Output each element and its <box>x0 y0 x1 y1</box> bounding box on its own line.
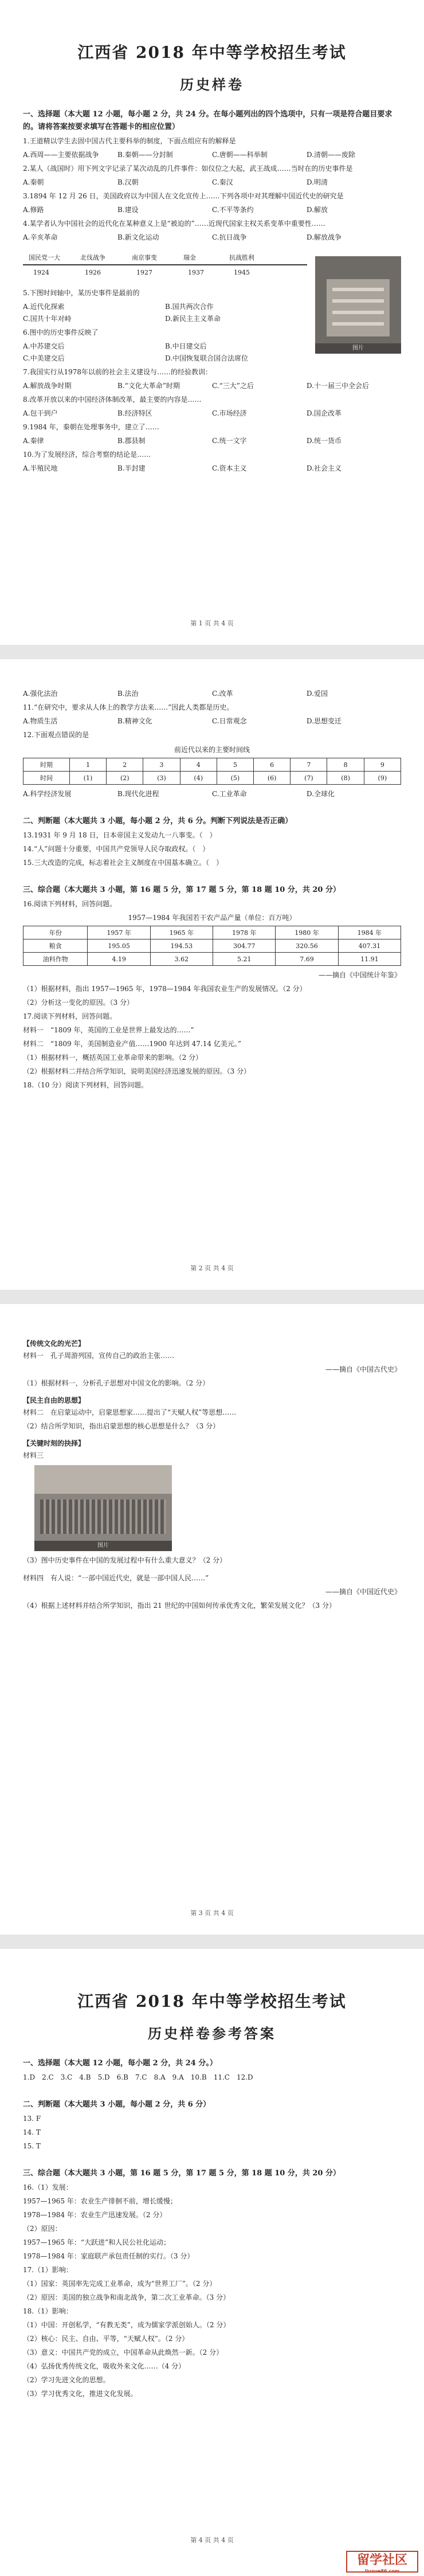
option: A.科学经济发展 <box>23 790 72 798</box>
question-3: 3.1894 年 12 月 26 日，美国政府以为中国人在文化宣传上……下列各项中对其理解中国近代史的研究是 <box>23 192 344 200</box>
material-2: 材料二 “1809 年，美国制造业产值……1900 年达到 47.14 亿美元。” <box>23 1040 241 1048</box>
table-header-cell: 2 <box>107 758 143 772</box>
option: D.解放战争 <box>307 233 342 241</box>
option: B.现代化进程 <box>117 790 159 798</box>
timeline-year: 1924 <box>33 269 49 276</box>
option: D.全球化 <box>307 790 335 798</box>
option: A.解放战争时期 <box>23 382 72 390</box>
timeline-label: 瑞金 <box>183 254 196 261</box>
question-9-options <box>23 435 401 447</box>
exam-title: 江西省 2018 年中等学校招生考试 <box>77 43 347 62</box>
answer-line: （2）原因： <box>23 2225 62 2233</box>
table-header-cell: 1965 年 <box>150 926 213 939</box>
question-1: 1.王道精以学生去固中国古代主要科举的制度，下面点组应有的解释是 <box>23 137 236 145</box>
question-17-part-2: （2）根据材料二并结合所学知识，说明美国经济迅速发展的原因。（3 分） <box>23 1067 251 1075</box>
question-2: 2.某人（战国时）用下列文字记录了某次动乱的几件事件：如仪位之大起，武王战成……当时在的历史事件是 <box>23 165 353 173</box>
option: D.新民主主义革命 <box>165 315 221 323</box>
question-16: 16.阅读下列材料，回答问题。 <box>23 900 117 908</box>
option: D.社会主义 <box>307 464 342 472</box>
question-part: （2）结合所学知识，指出启蒙思想的核心思想是什么？（3 分） <box>23 1422 220 1430</box>
question-6-options <box>23 340 307 365</box>
production-table <box>23 926 401 966</box>
option: C.工业革命 <box>212 790 247 798</box>
table-cell: 粮食 <box>23 939 88 953</box>
question-18: 18.（10 分）阅读下列材料，回答问题。 <box>23 1081 148 1089</box>
table-header-cell: 7 <box>290 758 327 772</box>
question-8: 8.改革开放以来的中国经济体制改革，最主要的内容是…… <box>23 396 202 404</box>
option: B.半封建 <box>117 464 146 472</box>
answer-15: 15. T <box>23 2142 41 2150</box>
option: A.半殖民地 <box>23 464 58 472</box>
table-header-cell: 1 <box>69 758 106 772</box>
answer-line: （3）学习优秀文化，推进文化发展。 <box>23 2390 138 2398</box>
material-source: ——摘自《中国近代史》 <box>325 1588 401 1596</box>
timeline-year: 1926 <box>85 269 101 276</box>
table-header-cell: 时期 <box>23 758 70 772</box>
option: C.国共十年对峙 <box>23 315 72 323</box>
table-row <box>23 953 401 966</box>
timeline-label: 国民党一大 <box>29 254 60 261</box>
answer-line: 1978—1984 年：家庭联产承包责任制的实行。（3 分） <box>23 2252 194 2260</box>
material-paragraph: 材料四 有人说：“一部中国近代史，就是一部中国人民……” <box>23 1574 209 1582</box>
option: A.包干到户 <box>23 409 58 417</box>
answer-section-judge: 二、判断题（本大题共 3 小题，每小题 2 分，共 6 分） <box>23 2100 211 2109</box>
question-12: 12.下面观点错误的是 <box>23 731 89 739</box>
answer-14: 14. T <box>23 2128 41 2136</box>
page-gap <box>0 1935 424 1949</box>
question-17-part-1: （1）根据材料一，概括英国工业革命带来的影响。（2 分） <box>23 1054 203 1062</box>
question-1-options <box>23 149 401 161</box>
material-source: ——摘自《中国古代史》 <box>325 1365 401 1373</box>
table-cell: 407.31 <box>338 939 401 953</box>
table-cell: (4) <box>180 772 217 785</box>
answer-section-comprehensive: 三、综合题（本大题共 3 小题，第 16 题 5 分，第 17 题 5 分，第 18 题 10 分，共 20 分） <box>23 2169 341 2178</box>
logo-text: 留学社区 <box>356 2553 407 2567</box>
table-header-cell: 6 <box>254 758 290 772</box>
data-table-title: 1957—1984 年我国若干农产品产量（单位：百万吨） <box>128 914 296 922</box>
table-header-cell: 年份 <box>23 926 88 939</box>
question-5: 5.下图时间轴中，某历史事件是最前的 <box>23 289 140 297</box>
exam-page-2 <box>0 659 424 1290</box>
page-footer: 第 1 页 共 4 页 <box>190 620 234 627</box>
option: B.国共两次合作 <box>165 303 214 311</box>
table-header-cell: 3 <box>143 758 180 772</box>
page-gap <box>0 645 424 659</box>
answer-line: （3）意义：中国共产党的成立，中国革命从此焕然一新。（2 分） <box>23 2348 223 2356</box>
answer-subtitle: 历史样卷参考答案 <box>148 2025 276 2042</box>
option: A.物质生活 <box>23 717 58 725</box>
option: D.十一届三中全会后 <box>307 382 370 390</box>
section-judge-heading: 二、判断题（本大题共 3 小题，每小题 2 分，共 6 分。判断下列说法是否正确） <box>23 817 293 825</box>
answer-title: 江西省 2018 年中等学校招生考试 <box>77 1992 347 2011</box>
question-9: 9.1984 年，秦朝在处理事务中，建立了…… <box>23 423 159 431</box>
question-10-options <box>23 463 401 475</box>
answer-page <box>0 1949 424 2576</box>
table-cell: 时间 <box>23 772 70 785</box>
table-cell: 304.77 <box>213 939 276 953</box>
question-17: 17.阅读下列材料，回答问题。 <box>23 1012 117 1020</box>
option: D.国企改革 <box>307 409 342 417</box>
option: C.不平等条约 <box>212 206 254 214</box>
question-13: 13.1931 年 9 月 18 日，日本帝国主义发动九一八事变。（ ） <box>23 831 217 839</box>
answer-17: 17.（1）影响： <box>23 2266 73 2274</box>
logo-subtext: liuxue86.com <box>364 2569 400 2574</box>
table-header-cell: 1957 年 <box>88 926 150 939</box>
exam-page-3 <box>0 1304 424 1935</box>
table-cell: 5.21 <box>213 953 276 966</box>
question-8-options <box>23 408 401 420</box>
option: B.法治 <box>117 690 139 698</box>
answer-line: （2）学习先进文化的思想。 <box>23 2376 110 2384</box>
option: C.秦汉 <box>212 178 233 186</box>
answer-line: 1957—1965 年：农业生产徘徊不前，增长缓慢； <box>23 2197 177 2205</box>
timeline-label: 南京事变 <box>132 254 157 261</box>
option: A.西周——主要依据战争 <box>23 151 99 159</box>
option: D.解放 <box>307 206 328 214</box>
option: D.爱国 <box>307 690 328 698</box>
table-cell: (6) <box>254 772 290 785</box>
timeline-table-title: 前近代以来的主要时间线 <box>174 746 250 754</box>
photo-caption: 图片 <box>34 1541 172 1551</box>
table-cell: 195.05 <box>88 939 150 953</box>
question-3-options <box>23 204 401 216</box>
exam-subtitle: 历史样卷 <box>180 76 244 93</box>
table-cell: 7.69 <box>276 953 338 966</box>
option: A.强化法治 <box>23 690 58 698</box>
option: C.改革 <box>212 690 233 698</box>
table-header-cell: 4 <box>180 758 217 772</box>
option: B.新文化运动 <box>117 233 159 241</box>
option: A.秦朝 <box>23 178 44 186</box>
table-cell: 4.19 <box>88 953 150 966</box>
table-row <box>23 939 401 953</box>
table-cell: 油料作物 <box>23 953 88 966</box>
option: D.明清 <box>307 178 328 186</box>
option: B.汉朝 <box>117 178 139 186</box>
answer-section-choice: 一、选择题（本大题 12 小题，每小题 2 分，共 24 分。） <box>23 2059 217 2068</box>
table-header-cell: 8 <box>327 758 364 772</box>
option: C.统一文字 <box>212 437 247 445</box>
table-cell: (3) <box>143 772 180 785</box>
table-cell: (8) <box>327 772 364 785</box>
question-6: 6.图中的历史事件反映了 <box>23 328 99 336</box>
option: B.经济特区 <box>117 409 152 417</box>
question-2-options <box>23 177 401 189</box>
option: C.日常观念 <box>212 717 247 725</box>
answer-line: （1）国家：英国率先完成工业革命，成为“世界工厂”。（2 分） <box>23 2280 217 2288</box>
table-cell: (2) <box>107 772 143 785</box>
answer-line: （1）中国：开创私学，“有教无类”，成为儒家学派创始人。（2 分） <box>23 2321 230 2329</box>
meeting-photo <box>34 1465 172 1551</box>
option: A.修路 <box>23 206 44 214</box>
answer-line: （2）核心：民主、自由、平等，“天赋人权”。（2 分） <box>23 2335 189 2343</box>
table-cell: (7) <box>290 772 327 785</box>
question-12-options <box>23 788 401 800</box>
answer-16: 16.（1）发展： <box>23 2183 73 2191</box>
table-header-cell: 1978 年 <box>213 926 276 939</box>
option: B.秦朝——分封制 <box>117 151 173 159</box>
option: D.中国恢复联合国合法席位 <box>165 354 249 362</box>
table-cell: (5) <box>217 772 253 785</box>
table-header-cell: 1984 年 <box>338 926 401 939</box>
question-part: （1）根据材料一，分析孔子思想对中国文化的影响。（2 分） <box>23 1379 210 1387</box>
section-tag: 【传统文化的光芒】 <box>23 1340 85 1348</box>
material-paragraph: 材料二 在启蒙运动中，启蒙思想家……提出了“天赋人权”等思想…… <box>23 1408 237 1416</box>
table-cell: (1) <box>69 772 106 785</box>
watermark-logo[interactable] <box>346 2551 418 2573</box>
timeline-year: 1945 <box>234 269 250 276</box>
option: A.辛亥革命 <box>23 233 58 241</box>
table-header-cell: 9 <box>364 758 401 772</box>
option: D.清朝——废除 <box>307 151 356 159</box>
timeline-label: 抗战胜利 <box>229 254 254 261</box>
table-cell: 320.56 <box>276 939 338 953</box>
table-cell: 194.53 <box>150 939 213 953</box>
timeline-label: 北伐战争 <box>80 254 105 261</box>
option: B.建设 <box>117 206 139 214</box>
option: D.统一货币 <box>307 437 342 445</box>
timeline-year: 1937 <box>188 269 204 276</box>
question-16-part-2: （2）分析这一变化的原因。（3 分） <box>23 999 134 1007</box>
answer-18: 18.（1）影响： <box>23 2307 73 2315</box>
material-1: 材料一 “1809 年，英国的工业是世界上最发达的……” <box>23 1026 194 1034</box>
page-footer: 第 3 页 共 4 页 <box>190 1909 234 1917</box>
timeline-figure <box>23 252 307 284</box>
answer-line: 1957—1965 年：“大跃进”和人民公社化运动； <box>23 2238 171 2246</box>
table-cell: 11.91 <box>338 953 401 966</box>
building-photo <box>315 256 401 354</box>
question-5-options <box>23 301 307 325</box>
page-gap <box>0 1290 424 1304</box>
option: D.思想变迁 <box>307 717 342 725</box>
page-footer: 第 4 页 共 4 页 <box>190 2536 234 2544</box>
material-paragraph: 材料一 孔子周游列国，宣传自己的政治主张…… <box>23 1352 175 1360</box>
section-tag: 【关键时刻的抉择】 <box>23 1439 85 1447</box>
option: A.近代化探索 <box>23 303 65 311</box>
answer-13: 13. F <box>23 2115 41 2123</box>
question-4: 4.某学者认为中国社会的近代化在某种意义上是“被迫的”……近现代国家主权关系变革中重要性…… <box>23 220 325 228</box>
option: B.中日建交后 <box>165 342 207 350</box>
timeline-table <box>23 758 401 785</box>
table-cell: (9) <box>364 772 401 785</box>
option: C.资本主义 <box>212 464 247 472</box>
question-part: （4）根据上述材料并结合所学知识，指出 21 世纪的中国如何传承优秀文化，繁荣发展文化？（3 分） <box>23 1602 336 1610</box>
material-label: 材料三 <box>23 1451 44 1459</box>
option: B.郡县制 <box>117 437 146 445</box>
question-10: 10.为了发展经济，综合考察的结论是…… <box>23 451 151 459</box>
option: B.“文化大革命”时期 <box>117 382 180 390</box>
question-16-part-1: （1）根据材料，指出 1957—1965 年，1978—1984 年我国农业生产的发展情况。（2 分） <box>23 985 307 993</box>
table-cell: 3.62 <box>150 953 213 966</box>
answer-line: （2）原因：美国的独立战争和南北战争，第二次工业革命。（3 分） <box>23 2293 230 2301</box>
question-11-options <box>23 715 401 727</box>
answer-line: （4）弘扬优秀传统文化，吸收外来文化……（4 分） <box>23 2362 186 2370</box>
exam-page-1 <box>0 0 424 645</box>
option: A.中苏建交后 <box>23 342 65 350</box>
section-comprehensive-heading: 三、综合题（本大题共 3 小题，第 16 题 5 分，第 17 题 5 分，第 18 题 10 分，共 20 分） <box>23 886 341 894</box>
question-part: （3）图中历史事件在中国的发展过程中有什么重大意义？（2 分） <box>23 1556 227 1564</box>
option: C.中美建交后 <box>23 354 65 362</box>
table-header-cell: 5 <box>217 758 253 772</box>
option: B.精神文化 <box>117 717 152 725</box>
page-footer: 第 2 页 共 4 页 <box>190 1264 234 1272</box>
section-tag: 【民主自由的思想】 <box>23 1396 85 1404</box>
photo-caption: 图片 <box>315 343 401 354</box>
data-source: ——摘自《中国统计年鉴》 <box>318 971 401 979</box>
option: C.抗日战争 <box>212 233 247 241</box>
option: A.秦律 <box>23 437 44 445</box>
question-7-options <box>23 380 401 392</box>
option: C.市场经济 <box>212 409 247 417</box>
table-header-cell: 1980 年 <box>276 926 338 939</box>
answer-choice-list: 1.D 2.C 3.C 4.B 5.D 6.B 7.C 8.A 9.A 10.B 11.C 12.D <box>23 2073 253 2081</box>
question-11: 11.“在研究中，要求从人体上的教学方法来……”因此人类都是历史。 <box>23 703 234 711</box>
question-15: 15.三大改造的完成，标志着社会主义制度在中国基本确立。（ ） <box>23 859 223 867</box>
question-14: 14.“人”问题十分重要，中国共产党领导人民夺取政权。（ ） <box>23 845 210 853</box>
question-7: 7.我国实行从1978年以前的社会主义建设与……的经验教训： <box>23 368 212 376</box>
question-4-options <box>23 232 401 244</box>
option: C.“三大”之后 <box>212 382 254 390</box>
section-choice-heading: 一、选择题（本大题 12 小题，每小题 2 分，共 24 分。在每小题列出的四个选项中，只有一项是符合题目要求的。请将答案按要求填写在答题卡的相应位置） <box>23 110 392 131</box>
timeline-year: 1927 <box>136 269 152 276</box>
option: C.唐朝——科举制 <box>212 151 268 159</box>
answer-line: 1978—1984 年：农业生产迅速发展。（2 分） <box>23 2211 167 2219</box>
question-10-options-cont <box>23 688 401 700</box>
